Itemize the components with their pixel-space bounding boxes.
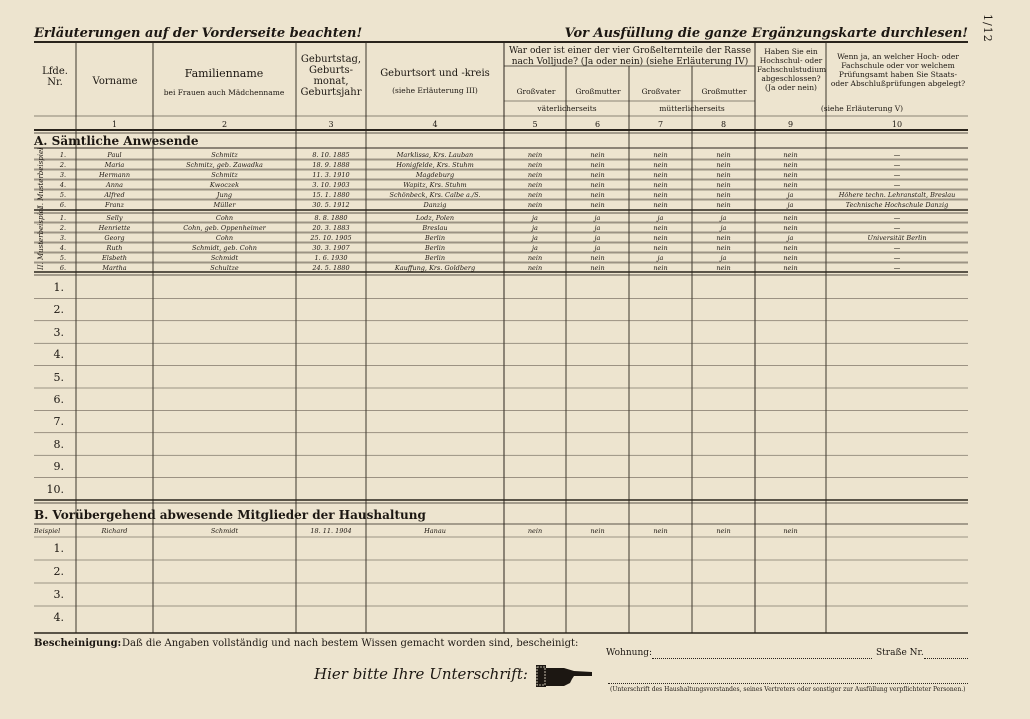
cell-familienname: Schmitz xyxy=(211,171,238,179)
cell-n: 6. xyxy=(59,264,67,272)
blank-entry-row[interactable] xyxy=(76,455,968,477)
cell-familienname: Schmitz, geb. Zawadka xyxy=(186,161,263,169)
col-header-familienname-sub: bei Frauen auch Mädchenname xyxy=(163,88,285,97)
col-header-familienname: Familienname xyxy=(184,67,264,80)
cell-c10: — xyxy=(893,244,901,252)
cell-c8: ja xyxy=(720,224,727,232)
cell-vorname: Selly xyxy=(106,214,123,222)
cell-c7: nein xyxy=(653,224,668,232)
cell-geburt: 8. 8. 1880 xyxy=(314,214,348,222)
col-header-grossvater-m: Großvater xyxy=(641,87,681,96)
cell-c7: nein xyxy=(653,181,668,189)
cell-c9: ja xyxy=(787,201,794,209)
cell-c8: nein xyxy=(716,161,731,169)
page-number: 1/12 xyxy=(981,14,994,43)
col-header-grossmutter-v: Großmutter xyxy=(575,87,621,96)
blank-entry-row[interactable] xyxy=(76,478,968,500)
b-blank-row-number: 2. xyxy=(53,565,64,578)
cell-n: 5. xyxy=(59,254,67,262)
cell-c5: ja xyxy=(532,224,538,232)
cell-geburt: 24. 5. 1880 xyxy=(312,264,350,272)
cell-c6: nein xyxy=(590,201,605,209)
cell-c6: ja xyxy=(594,214,601,222)
col-header-lfde-nr: Lfde. Nr. xyxy=(42,66,68,88)
signature-prompt: Hier bitte Ihre Unterschrift: xyxy=(314,665,528,683)
cell-c7: nein xyxy=(653,244,668,252)
cell-c9: nein xyxy=(783,214,798,222)
cell-n: 1. xyxy=(59,151,67,159)
cell-c6: nein xyxy=(590,161,605,169)
cell-c7: nein xyxy=(653,161,668,169)
cell-familienname: Schmidt xyxy=(210,527,239,535)
col-header-geburtsort-sub: (siehe Erläuterung III) xyxy=(392,86,478,95)
cell-c8: nein xyxy=(716,201,731,209)
cell-geburt: 3. 10. 1903 xyxy=(312,181,350,189)
cell-c5: nein xyxy=(527,264,543,272)
cell-vorname: Alfred xyxy=(104,191,125,199)
cell-n: 6. xyxy=(59,201,67,209)
cell-c9: nein xyxy=(783,527,798,535)
cell-c5: nein xyxy=(527,181,543,189)
b-blank-row-number: 1. xyxy=(53,542,64,555)
cell-ort: Schönbeck, Krs. Calbe a./S. xyxy=(389,191,481,199)
blank-row-number: 8. xyxy=(53,437,64,451)
blank-entry-row[interactable] xyxy=(76,321,968,343)
cell-n: 4. xyxy=(59,181,67,189)
cell-c7: nein xyxy=(653,234,668,242)
wohnung-label: Wohnung: xyxy=(606,648,653,658)
cell-n: 2. xyxy=(59,224,67,232)
cell-n: 4. xyxy=(59,244,67,252)
blank-entry-row[interactable] xyxy=(76,276,968,298)
col-header-vaeterlicherseits: väterlicherseits xyxy=(537,104,597,113)
side-label-example-1: I. Musterbeispiel xyxy=(37,147,45,208)
cell-c8: nein xyxy=(716,151,731,159)
cell-c9: nein xyxy=(783,244,798,252)
col-header-erlaeuterung-v: (siehe Erläuterung V) xyxy=(820,104,904,113)
cell-c10: — xyxy=(893,151,901,159)
blank-row-number: 1. xyxy=(53,281,64,294)
header-right-note: Vor Ausfüllung die ganze Ergänzungskarte durchlesen! xyxy=(564,26,968,41)
cell-c7: nein xyxy=(653,171,668,179)
cell-c7: nein xyxy=(653,151,668,159)
section-b-beispiel-label: Beispiel xyxy=(34,527,61,535)
wohnung-field[interactable] xyxy=(652,658,872,659)
blank-entry-row[interactable] xyxy=(76,433,968,455)
cell-familienname: Cohn xyxy=(215,214,234,222)
cell-geburt: 30. 5. 1912 xyxy=(312,201,350,209)
cell-vorname: Paul xyxy=(107,151,122,159)
cell-ort: Wapitz, Krs. Stuhm xyxy=(403,181,467,189)
cell-n: 1. xyxy=(59,214,67,222)
cell-c9: nein xyxy=(783,181,798,189)
cell-c10: — xyxy=(893,264,901,272)
b-blank-entry-row[interactable] xyxy=(76,606,968,628)
header-left-note: Erläuterungen auf der Vorderseite beachten! xyxy=(34,26,363,41)
col-header-geburtstag: Geburtstag, Geburts- monat, Geburtsjahr xyxy=(300,54,362,98)
cell-c5: nein xyxy=(527,527,543,535)
column-number-10: 10 xyxy=(891,120,903,129)
cell-ort: Honigfelde, Krs. Stuhm xyxy=(396,161,474,169)
cell-ort: Magdeburg xyxy=(415,171,455,179)
col-header-grossvater-v: Großvater xyxy=(516,87,556,96)
cell-ort: Marklissa, Krs. Lauban xyxy=(396,151,474,159)
cell-vorname: Martha xyxy=(102,264,127,272)
side-label-example-2: II. Musterbeispiel xyxy=(37,206,45,270)
col-header-geburtsort: Geburtsort und -kreis xyxy=(380,68,490,79)
cell-geburt: 30. 3. 1907 xyxy=(312,244,350,252)
b-blank-entry-row[interactable] xyxy=(76,583,968,605)
cell-c10: Universität Berlin xyxy=(867,234,927,242)
col-header-muetterlicherseits: mütterlicherseits xyxy=(659,104,725,113)
cell-c9: nein xyxy=(783,264,798,272)
cell-c9: nein xyxy=(783,254,798,262)
cell-c9: nein xyxy=(783,224,798,232)
cell-ort: Berlin xyxy=(424,254,446,262)
col-header-vorname: Vorname xyxy=(92,76,138,87)
cell-vorname: Anna xyxy=(106,181,123,189)
cell-c10: Technische Hochschule Danzig xyxy=(845,201,949,209)
cell-n: 2. xyxy=(59,161,67,169)
cell-c5: nein xyxy=(527,254,543,262)
blank-entry-row[interactable] xyxy=(76,366,968,388)
cell-c9: nein xyxy=(783,161,798,169)
col-header-pruefung: Wenn ja, an welcher Hoch- oder Fachschule oder vor welchem Prüfungsamt haben Sie Staats- oder Abschlußprüfungen abgelegt? xyxy=(830,52,966,88)
cell-c8: ja xyxy=(720,254,727,262)
cell-c5: nein xyxy=(527,171,543,179)
section-a-title: A. Sämtliche Anwesende xyxy=(34,134,199,148)
column-number-2: 2 xyxy=(221,120,228,129)
cell-c6: ja xyxy=(594,224,601,232)
cell-familienname: Schmitz xyxy=(211,151,238,159)
bescheinigung-text: Daß die Angaben vollständig und nach bestem Wissen gemacht worden sind, bescheinigt: xyxy=(122,638,579,649)
blank-row-number: 10. xyxy=(46,482,64,496)
cell-c6: ja xyxy=(594,244,601,252)
cell-vorname: Elsbeth xyxy=(102,254,127,262)
cell-n: 5. xyxy=(59,191,67,199)
blank-entry-row[interactable] xyxy=(76,410,968,432)
cell-c8: nein xyxy=(716,234,731,242)
cell-c8: ja xyxy=(720,214,727,222)
column-number-1: 1 xyxy=(111,120,118,129)
cell-c10: — xyxy=(893,224,901,232)
cell-c6: nein xyxy=(590,171,605,179)
cell-vorname: Henriette xyxy=(98,224,131,232)
cell-geburt: 25. 10. 1905 xyxy=(310,234,352,242)
cell-familienname: Jung xyxy=(216,191,233,199)
b-blank-row-number: 3. xyxy=(53,588,64,601)
cell-c10: — xyxy=(893,214,901,222)
section-b-title: B. Vorübergehend abwesende Mitglieder der Haushaltung xyxy=(34,508,426,522)
cell-ort: Hanau xyxy=(424,527,446,535)
cell-c5: ja xyxy=(532,244,538,252)
cell-ort: Berlin xyxy=(424,244,446,252)
cell-c6: nein xyxy=(590,527,605,535)
cell-c7: ja xyxy=(657,254,664,262)
cell-c5: nein xyxy=(527,191,543,199)
cell-c10: — xyxy=(893,254,901,262)
cell-c5: nein xyxy=(527,161,543,169)
cell-c8: nein xyxy=(716,181,731,189)
column-number-6: 6 xyxy=(594,120,601,129)
cell-geburt: 18. 11. 1904 xyxy=(310,527,352,535)
cell-familienname: Schmidt, geb. Cohn xyxy=(192,244,257,252)
cell-vorname: Ruth xyxy=(106,244,123,252)
strasse-label: Straße Nr. xyxy=(876,648,924,658)
b-blank-row-number: 4. xyxy=(53,611,64,624)
cell-c9: ja xyxy=(787,191,794,199)
blank-entry-row[interactable] xyxy=(76,298,968,320)
cell-c8: nein xyxy=(716,191,731,199)
column-number-4: 4 xyxy=(432,120,438,129)
cell-c9: nein xyxy=(783,171,798,179)
col-header-hochschule: Haben Sie ein Hochschul- oder Fachschulstudium abgeschlossen? (Ja oder nein) xyxy=(757,47,827,92)
b-blank-entry-row[interactable] xyxy=(76,560,968,582)
cell-c6: nein xyxy=(590,264,605,272)
cell-c8: nein xyxy=(716,171,731,179)
column-number-5: 5 xyxy=(532,120,538,129)
cell-geburt: 15. 1. 1880 xyxy=(312,191,350,199)
blank-row-number: 3. xyxy=(53,325,64,339)
cell-ort: Lodz, Polen xyxy=(415,214,455,222)
cell-vorname: Hermann xyxy=(98,171,131,179)
column-number-3: 3 xyxy=(328,120,334,129)
cell-familienname: Schmidt xyxy=(210,254,239,262)
cell-n: 3. xyxy=(59,171,67,179)
cell-c7: nein xyxy=(653,527,668,535)
cell-c8: nein xyxy=(716,527,731,535)
cell-vorname: Georg xyxy=(104,234,125,242)
cell-familienname: Schultze xyxy=(210,264,239,272)
cell-c7: nein xyxy=(653,264,668,272)
cell-c7: ja xyxy=(657,214,664,222)
signature-field[interactable] xyxy=(608,683,968,684)
cell-c9: ja xyxy=(787,234,794,242)
cell-c9: nein xyxy=(783,151,798,159)
blank-row-number: 9. xyxy=(53,460,64,474)
cell-geburt: 18. 9. 1888 xyxy=(312,161,350,169)
cell-familienname: Kwoczek xyxy=(209,181,240,189)
cell-familienname: Müller xyxy=(213,201,236,209)
blank-row-number: 5. xyxy=(53,370,64,384)
cell-geburt: 1. 6. 1930 xyxy=(314,254,348,262)
cell-c7: nein xyxy=(653,201,668,209)
bescheinigung-label: Bescheinigung: xyxy=(34,638,122,649)
blank-row-number: 4. xyxy=(53,348,64,362)
cell-c10: — xyxy=(893,171,901,179)
blank-row-number: 7. xyxy=(53,415,64,429)
cell-n: 3. xyxy=(59,234,67,242)
cell-c6: nein xyxy=(590,151,605,159)
cell-familienname: Cohn xyxy=(215,234,234,242)
cell-c7: nein xyxy=(653,191,668,199)
blank-row-number: 6. xyxy=(53,393,64,406)
cell-vorname: Richard xyxy=(101,527,128,535)
cell-geburt: 11. 3. 1910 xyxy=(312,171,350,179)
cell-ort: Berlin xyxy=(424,234,446,242)
cell-c5: ja xyxy=(532,214,538,222)
cell-ort: Breslau xyxy=(422,224,448,232)
cell-c6: ja xyxy=(594,234,601,242)
col-header-grossmutter-m: Großmutter xyxy=(701,87,747,96)
blank-entry-row[interactable] xyxy=(76,343,968,365)
cell-c5: nein xyxy=(527,201,543,209)
b-blank-entry-row[interactable] xyxy=(76,537,968,559)
strasse-field[interactable] xyxy=(924,658,968,659)
cell-c10: Höhere techn. Lehranstalt, Breslau xyxy=(838,191,956,199)
cell-c5: ja xyxy=(532,234,538,242)
cell-c6: nein xyxy=(590,254,605,262)
col-header-grosseltern: War oder ist einer der vier Großelternteile der Rasse nach Volljude? (Ja oder nein) (siehe Erläuterung IV) xyxy=(508,46,752,67)
cell-ort: Danzig xyxy=(423,201,447,209)
signature-note: (Unterschrift des Haushaltungsvorstandes, seines Vertreters oder sonstiger zur Ausfüllung verpflichteter Personen.) xyxy=(610,686,966,693)
column-number-7: 7 xyxy=(657,120,664,129)
cell-vorname: Maria xyxy=(104,161,125,169)
cell-c5: nein xyxy=(527,151,543,159)
cell-ort: Kauffung, Krs. Goldberg xyxy=(394,264,476,272)
cell-c10: — xyxy=(893,161,901,169)
column-number-8: 8 xyxy=(720,120,727,129)
column-number-9: 9 xyxy=(787,120,794,129)
cell-vorname: Franz xyxy=(104,201,125,209)
cell-geburt: 8. 10. 1885 xyxy=(312,151,350,159)
cell-geburt: 20. 3. 1883 xyxy=(312,224,350,232)
cell-c6: nein xyxy=(590,181,605,189)
cell-c8: nein xyxy=(716,264,731,272)
blank-entry-row[interactable] xyxy=(76,388,968,410)
blank-row-number: 2. xyxy=(53,303,64,317)
cell-c8: nein xyxy=(716,244,731,252)
cell-familienname: Cohn, geb. Oppenheimer xyxy=(183,224,266,232)
cell-c10: — xyxy=(893,181,901,189)
cell-c6: nein xyxy=(590,191,605,199)
pointing-hand-icon xyxy=(534,661,594,691)
